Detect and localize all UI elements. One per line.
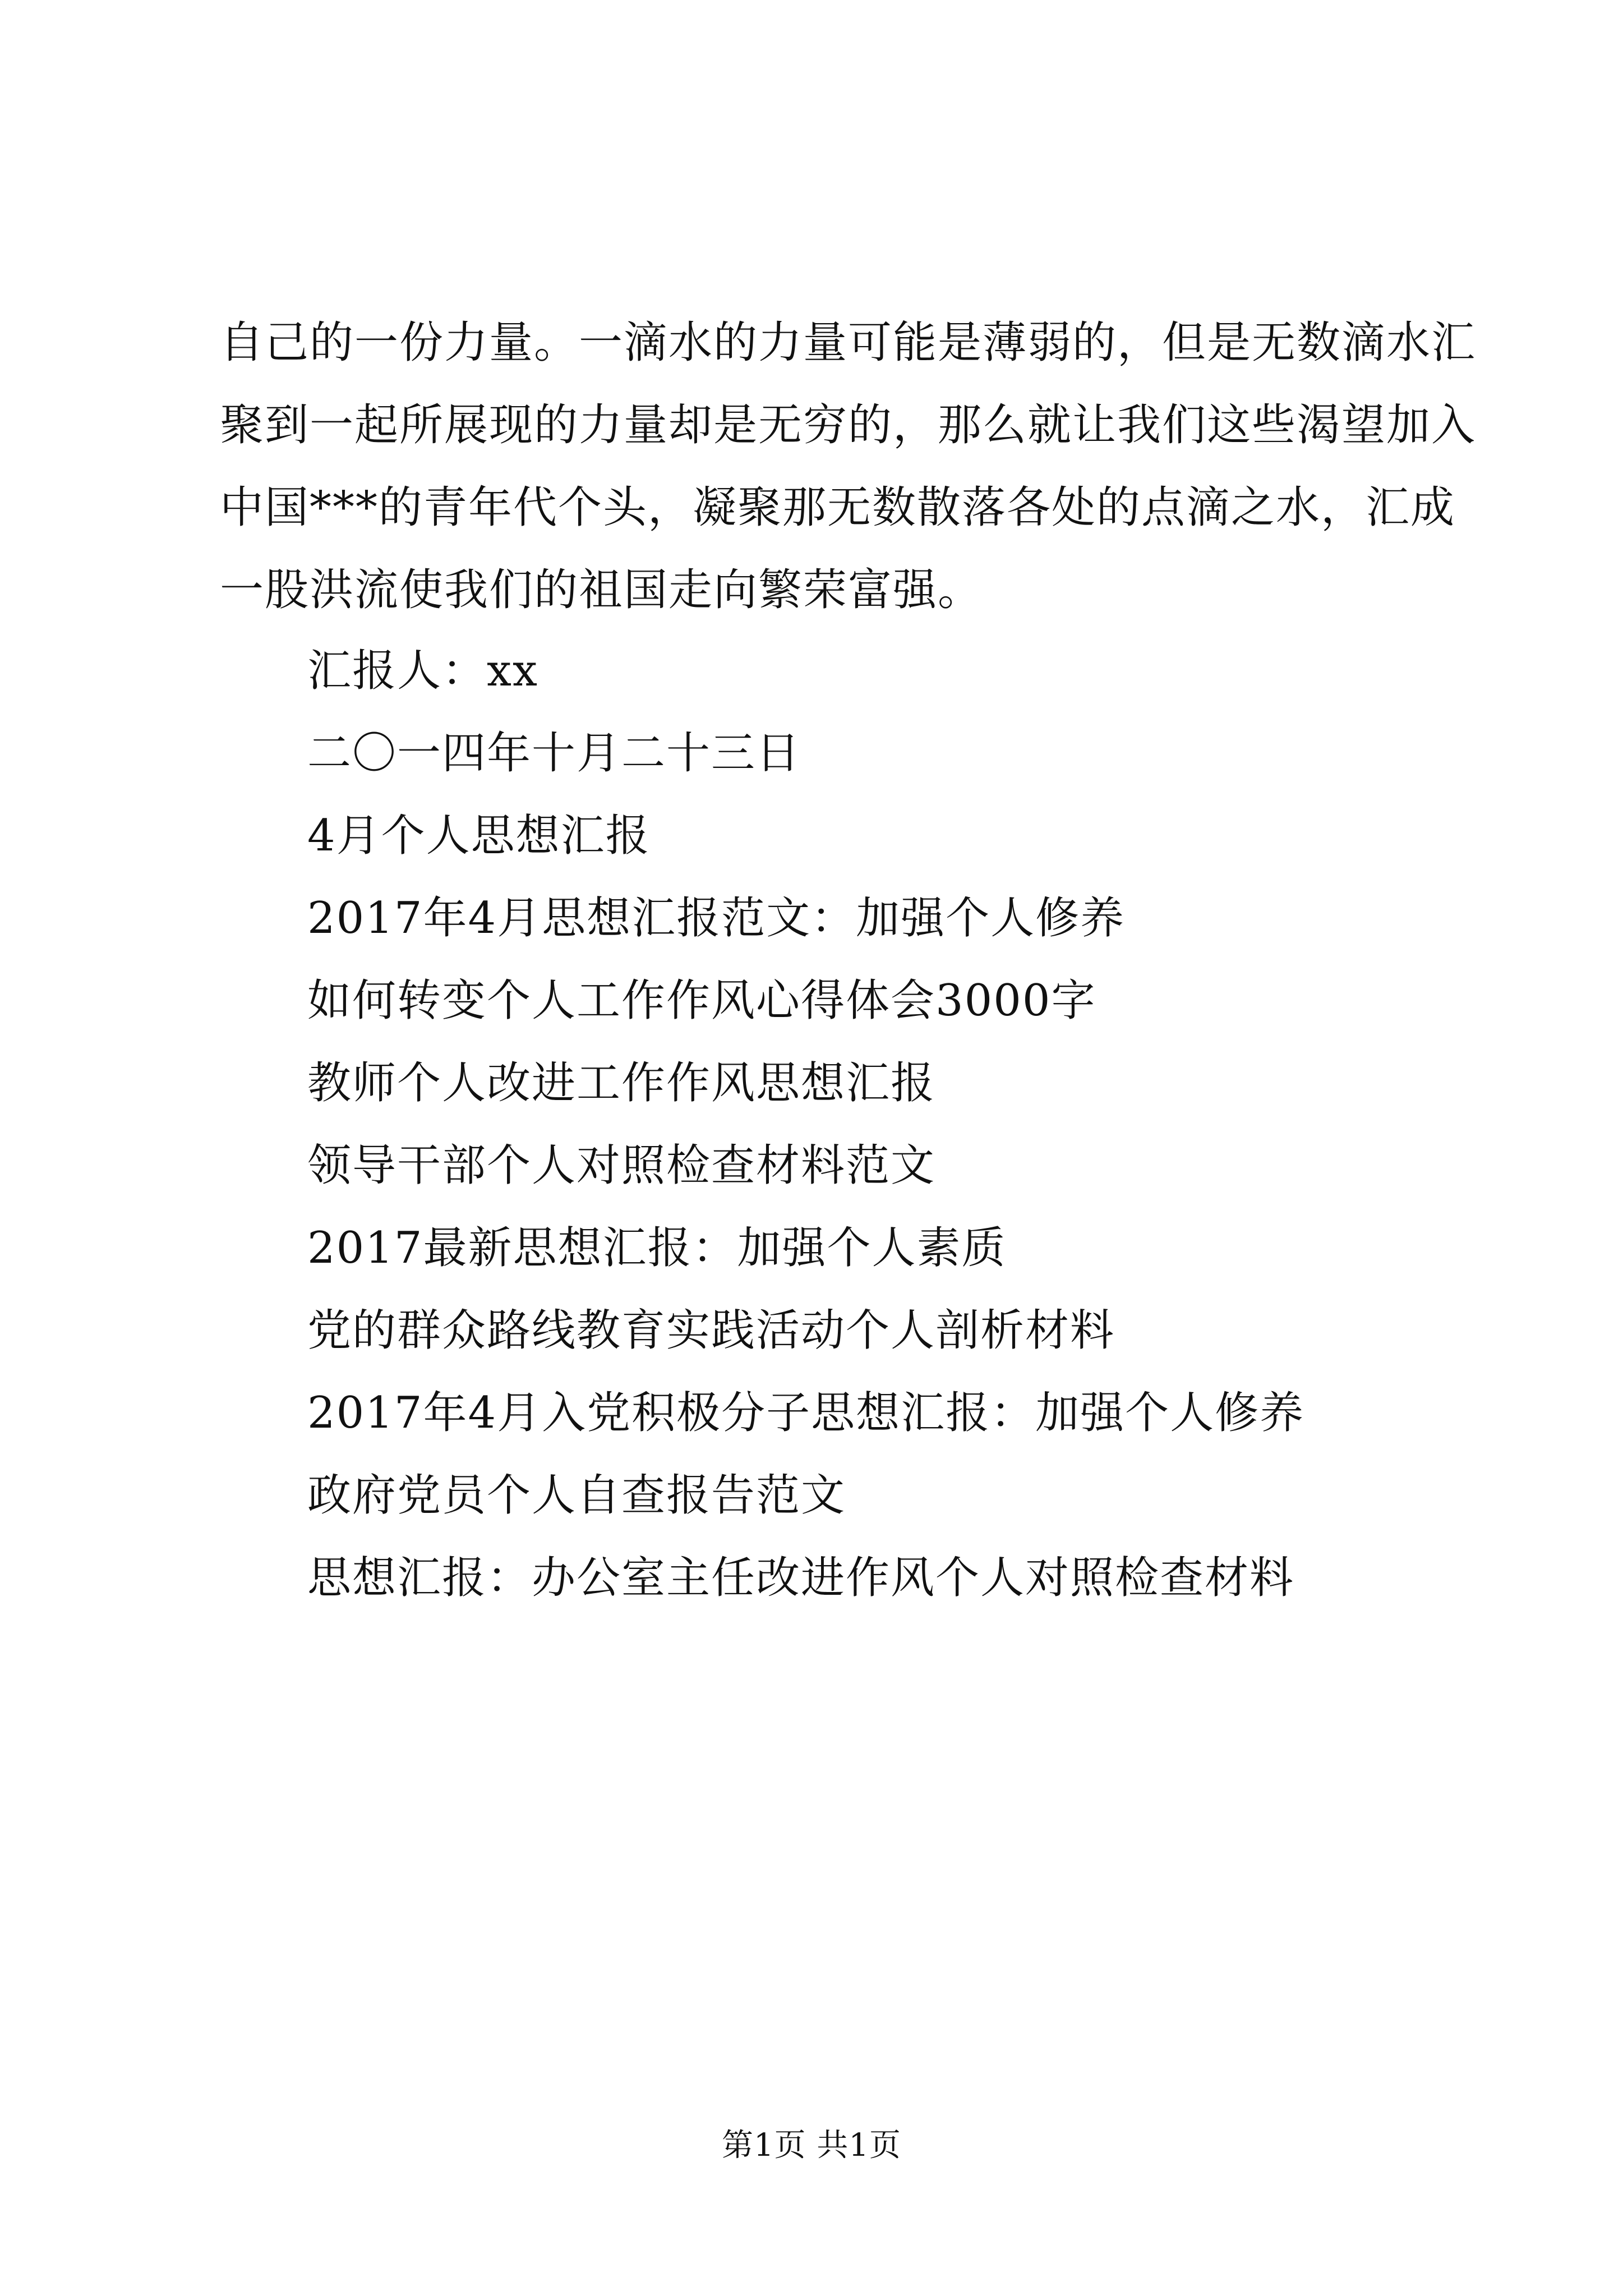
related-link[interactable]: 思想汇报：办公室主任改进作风个人对照检查材料 (307, 1553, 1295, 1603)
signature-and-links (307, 630, 1429, 1619)
reporter-line: 汇报人：xx (307, 646, 538, 696)
paragraph-line: 一股洪流使我们的祖国走向繁荣富强。 (220, 565, 983, 615)
related-link[interactable]: 教师个人改进工作作风思想汇报 (307, 1058, 936, 1108)
body-paragraph (220, 302, 1477, 632)
paragraph-line: 聚到一起所展现的力量却是无穷的，那么就让我们这些渴望加入 (220, 400, 1477, 450)
related-link[interactable]: 2017年4月入党积极分子思想汇报：加强个人修养 (307, 1388, 1305, 1438)
related-link[interactable]: 如何转变个人工作作风心得体会3000字 (307, 976, 1096, 1026)
paragraph-line: 自己的一份力量。一滴水的力量可能是薄弱的，但是无数滴水汇 (220, 318, 1477, 368)
related-link[interactable]: 4月个人思想汇报 (307, 811, 651, 861)
related-link[interactable]: 2017最新思想汇报：加强个人素质 (307, 1223, 1007, 1273)
date-line: 二〇一四年十月二十三日 (307, 728, 801, 779)
related-link[interactable]: 党的群众路线教育实践活动个人剖析材料 (307, 1305, 1115, 1356)
related-link[interactable]: 领导干部个人对照检查材料范文 (307, 1140, 936, 1191)
page-footer: 第1页 共1页 (721, 2127, 902, 2164)
related-link[interactable]: 政府党员个人自查报告范文 (307, 1470, 846, 1521)
related-link[interactable]: 2017年4月思想汇报范文：加强个人修养 (307, 893, 1126, 944)
paragraph-line: 中国***的青年代个头，凝聚那无数散落各处的点滴之水，汇成 (220, 482, 1456, 533)
